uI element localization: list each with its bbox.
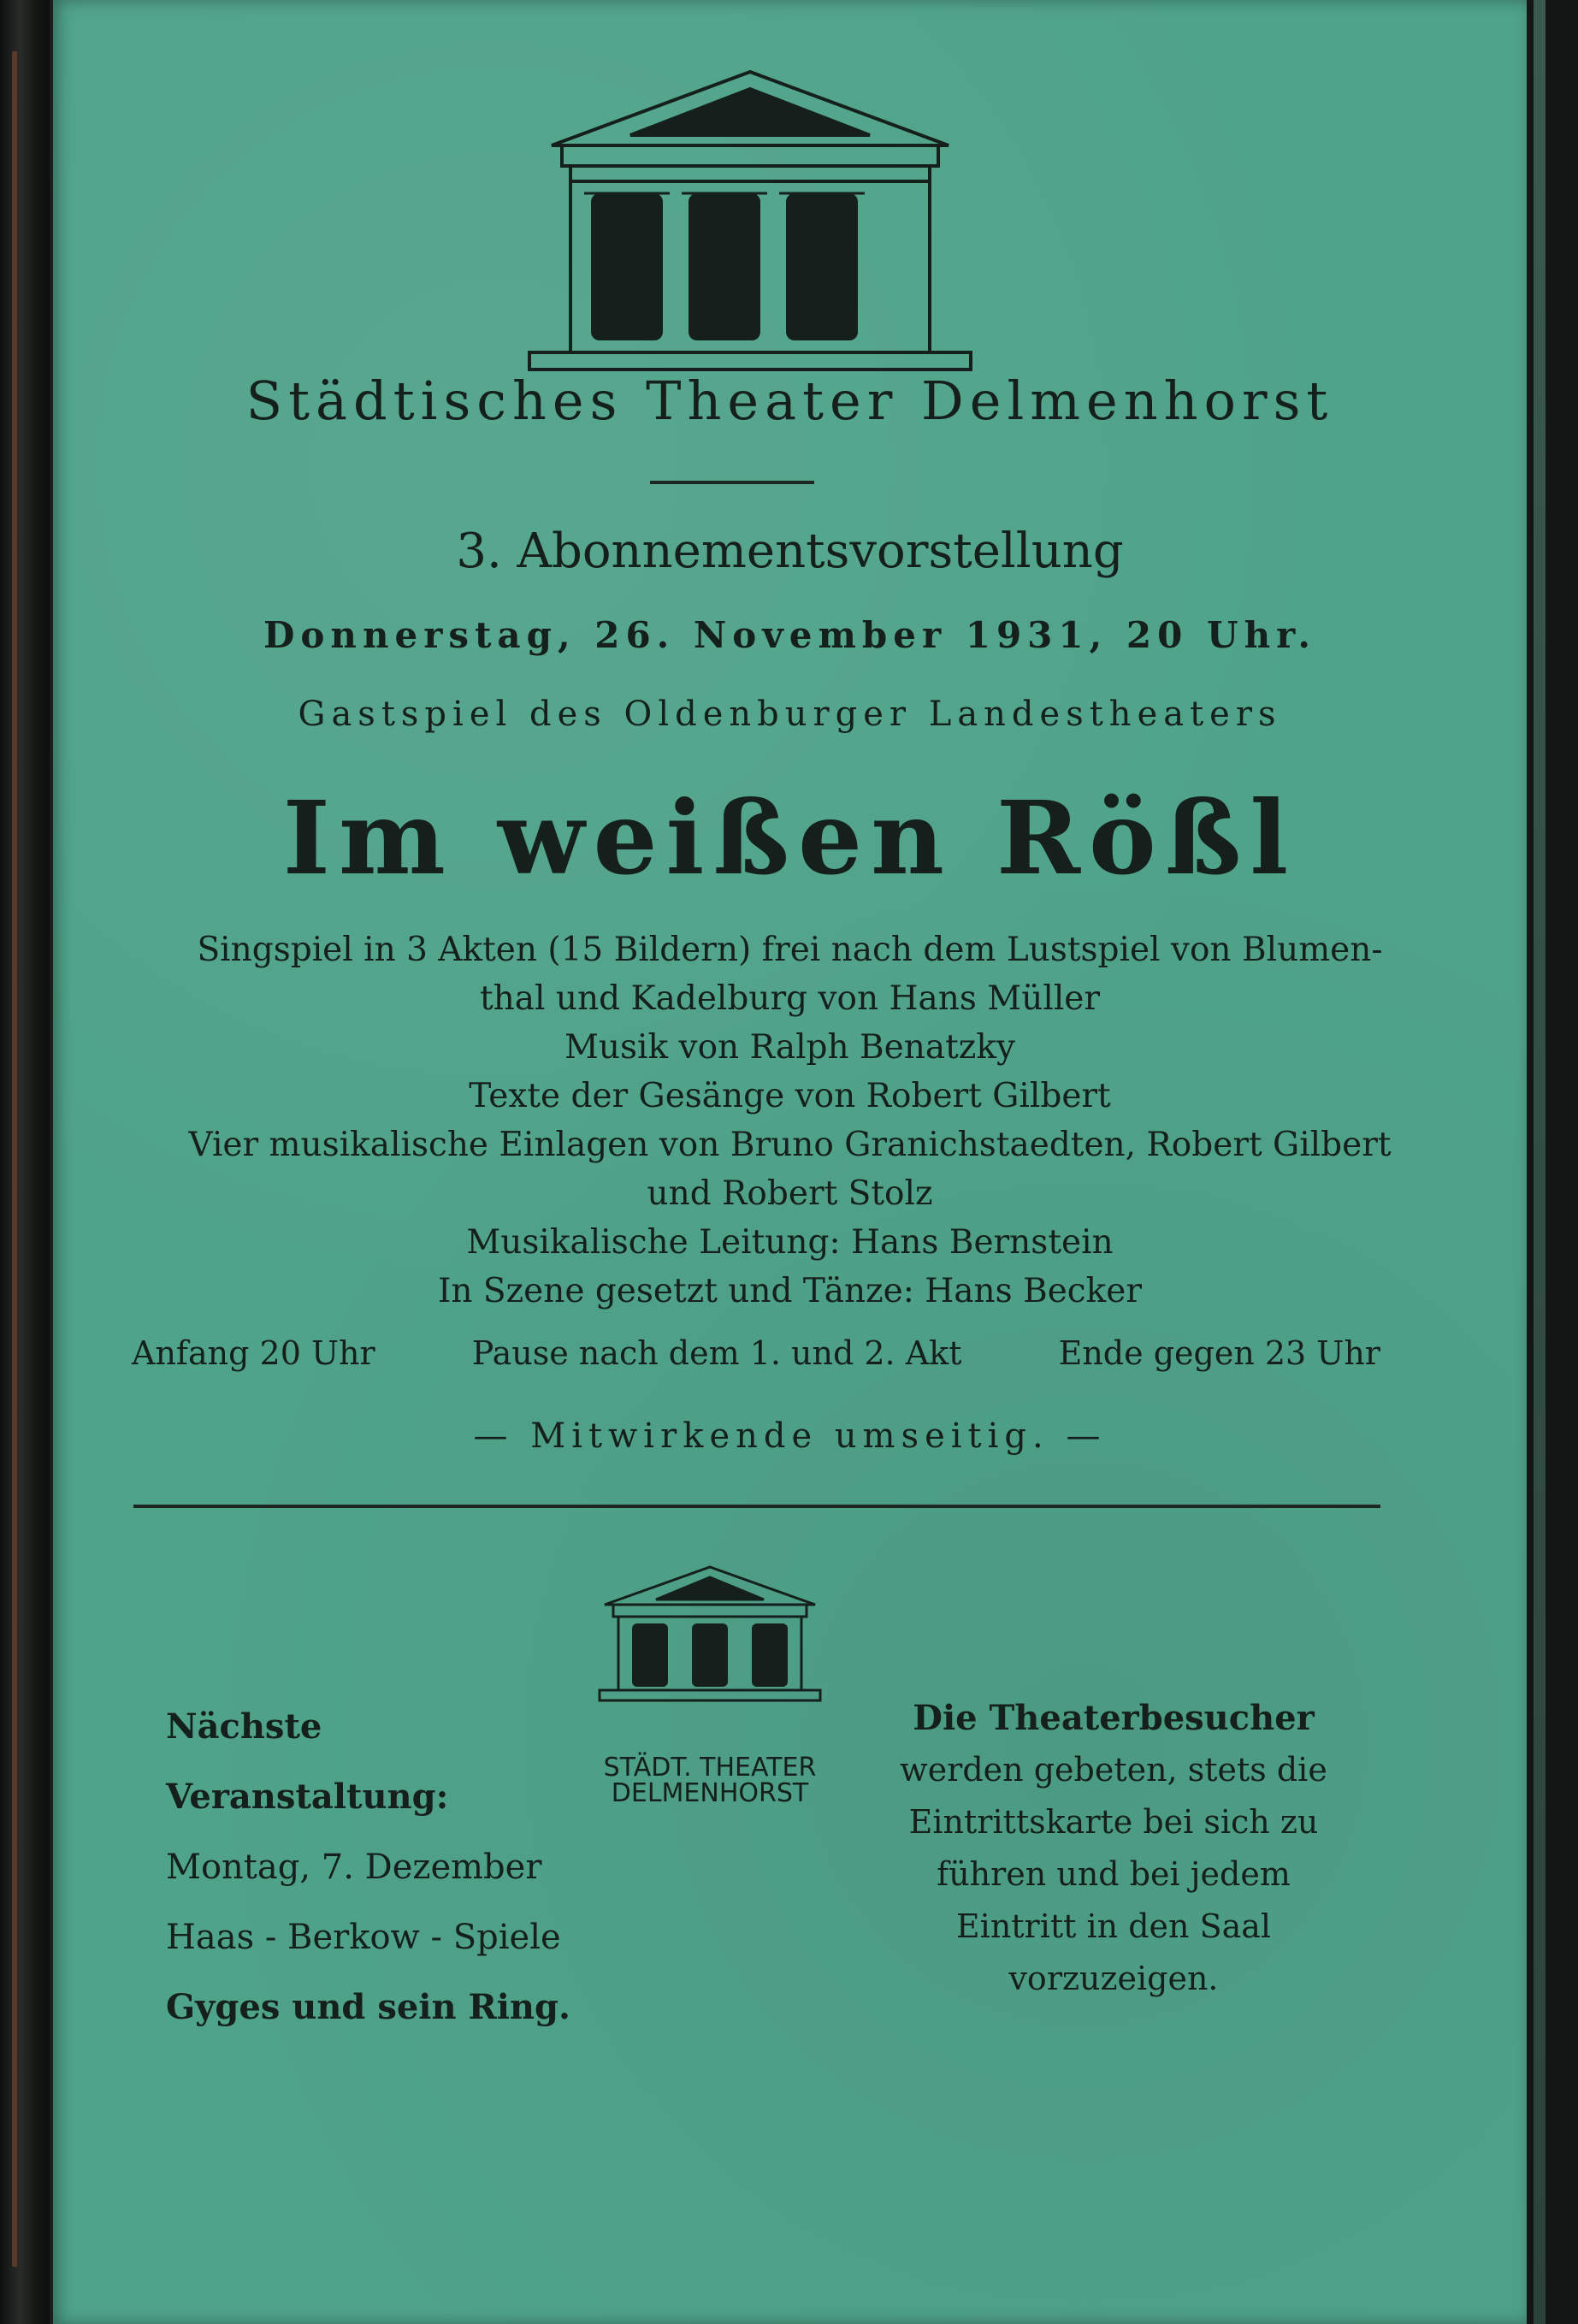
credit-line: In Szene gesetzt und Tänze: Hans Becker (437, 1272, 1143, 1310)
start-time: Anfang 20 Uhr (132, 1334, 375, 1372)
visitor-notice-line: Eintritt in den Saal (955, 1907, 1272, 1945)
visitor-notice-line: vorzuzeigen. (1008, 1960, 1219, 1997)
next-event-ensemble: Haas - Berkow - Spiele (166, 1918, 561, 1957)
guest-performance-line: Gastspiel des Oldenburger Landestheaters (298, 695, 1282, 734)
temple-logo-small-icon (594, 1564, 825, 1726)
temple-logo-icon (519, 67, 981, 375)
section-divider (133, 1505, 1380, 1508)
theater-name: Städtisches Theater Delmenhorst (245, 370, 1334, 432)
visitor-notice-line: Eintrittskarte bei sich zu (908, 1803, 1319, 1841)
credit-line: Musik von Ralph Benatzky (564, 1028, 1016, 1067)
binding-edge (12, 51, 17, 2267)
credit-line: thal und Kadelburg von Hans Müller (479, 979, 1101, 1018)
visitor-notice-line: werden gebeten, stets die (900, 1751, 1327, 1789)
next-event-play: Gyges und sein Ring. (166, 1987, 570, 2027)
performance-series: 3. Abonnementsvorstellung (456, 523, 1124, 579)
divider (650, 481, 814, 484)
next-event-date: Montag, 7. Dezember (166, 1848, 542, 1887)
page-stack-edge (1534, 0, 1545, 2324)
end-time: Ende gegen 23 Uhr (1058, 1334, 1380, 1372)
next-event-block (166, 1692, 611, 2043)
book-binding (0, 0, 50, 2324)
schedule-row (132, 1334, 1380, 1372)
credits-block (53, 925, 1527, 1316)
performance-date: Donnerstag, 26. November 1931, 20 Uhr. (263, 614, 1316, 656)
credit-line: Musikalische Leitung: Hans Bernstein (466, 1223, 1114, 1262)
visitor-notice-heading: Die Theaterbesucher (913, 1698, 1315, 1738)
visitor-notice-block (874, 1692, 1353, 2005)
visitor-notice-line: führen und bei jedem (937, 1855, 1291, 1893)
logo-caption-line2: DELMENHORST (611, 1778, 809, 1808)
credit-line: Singspiel in 3 Akten (15 Bildern) frei nach dem Lustspiel von Blumen- (197, 931, 1383, 969)
logo-caption-line1: STÄDT. THEATER (603, 1753, 817, 1783)
credit-line: Vier musikalische Einlagen von Bruno Granichstaedten, Robert Gilbert (188, 1126, 1392, 1164)
program-page (53, 0, 1527, 2324)
play-title: Im weißen Rößl (282, 778, 1297, 897)
cast-note: — Mitwirkende umseitig. — (473, 1416, 1107, 1456)
page-edge (1527, 0, 1578, 2324)
next-event-heading: Nächste Veranstaltung: (166, 1706, 449, 1817)
credit-line: Texte der Gesänge von Robert Gilbert (469, 1077, 1111, 1115)
pause-info: Pause nach dem 1. und 2. Akt (471, 1334, 962, 1372)
credit-line: und Robert Stolz (647, 1174, 933, 1213)
